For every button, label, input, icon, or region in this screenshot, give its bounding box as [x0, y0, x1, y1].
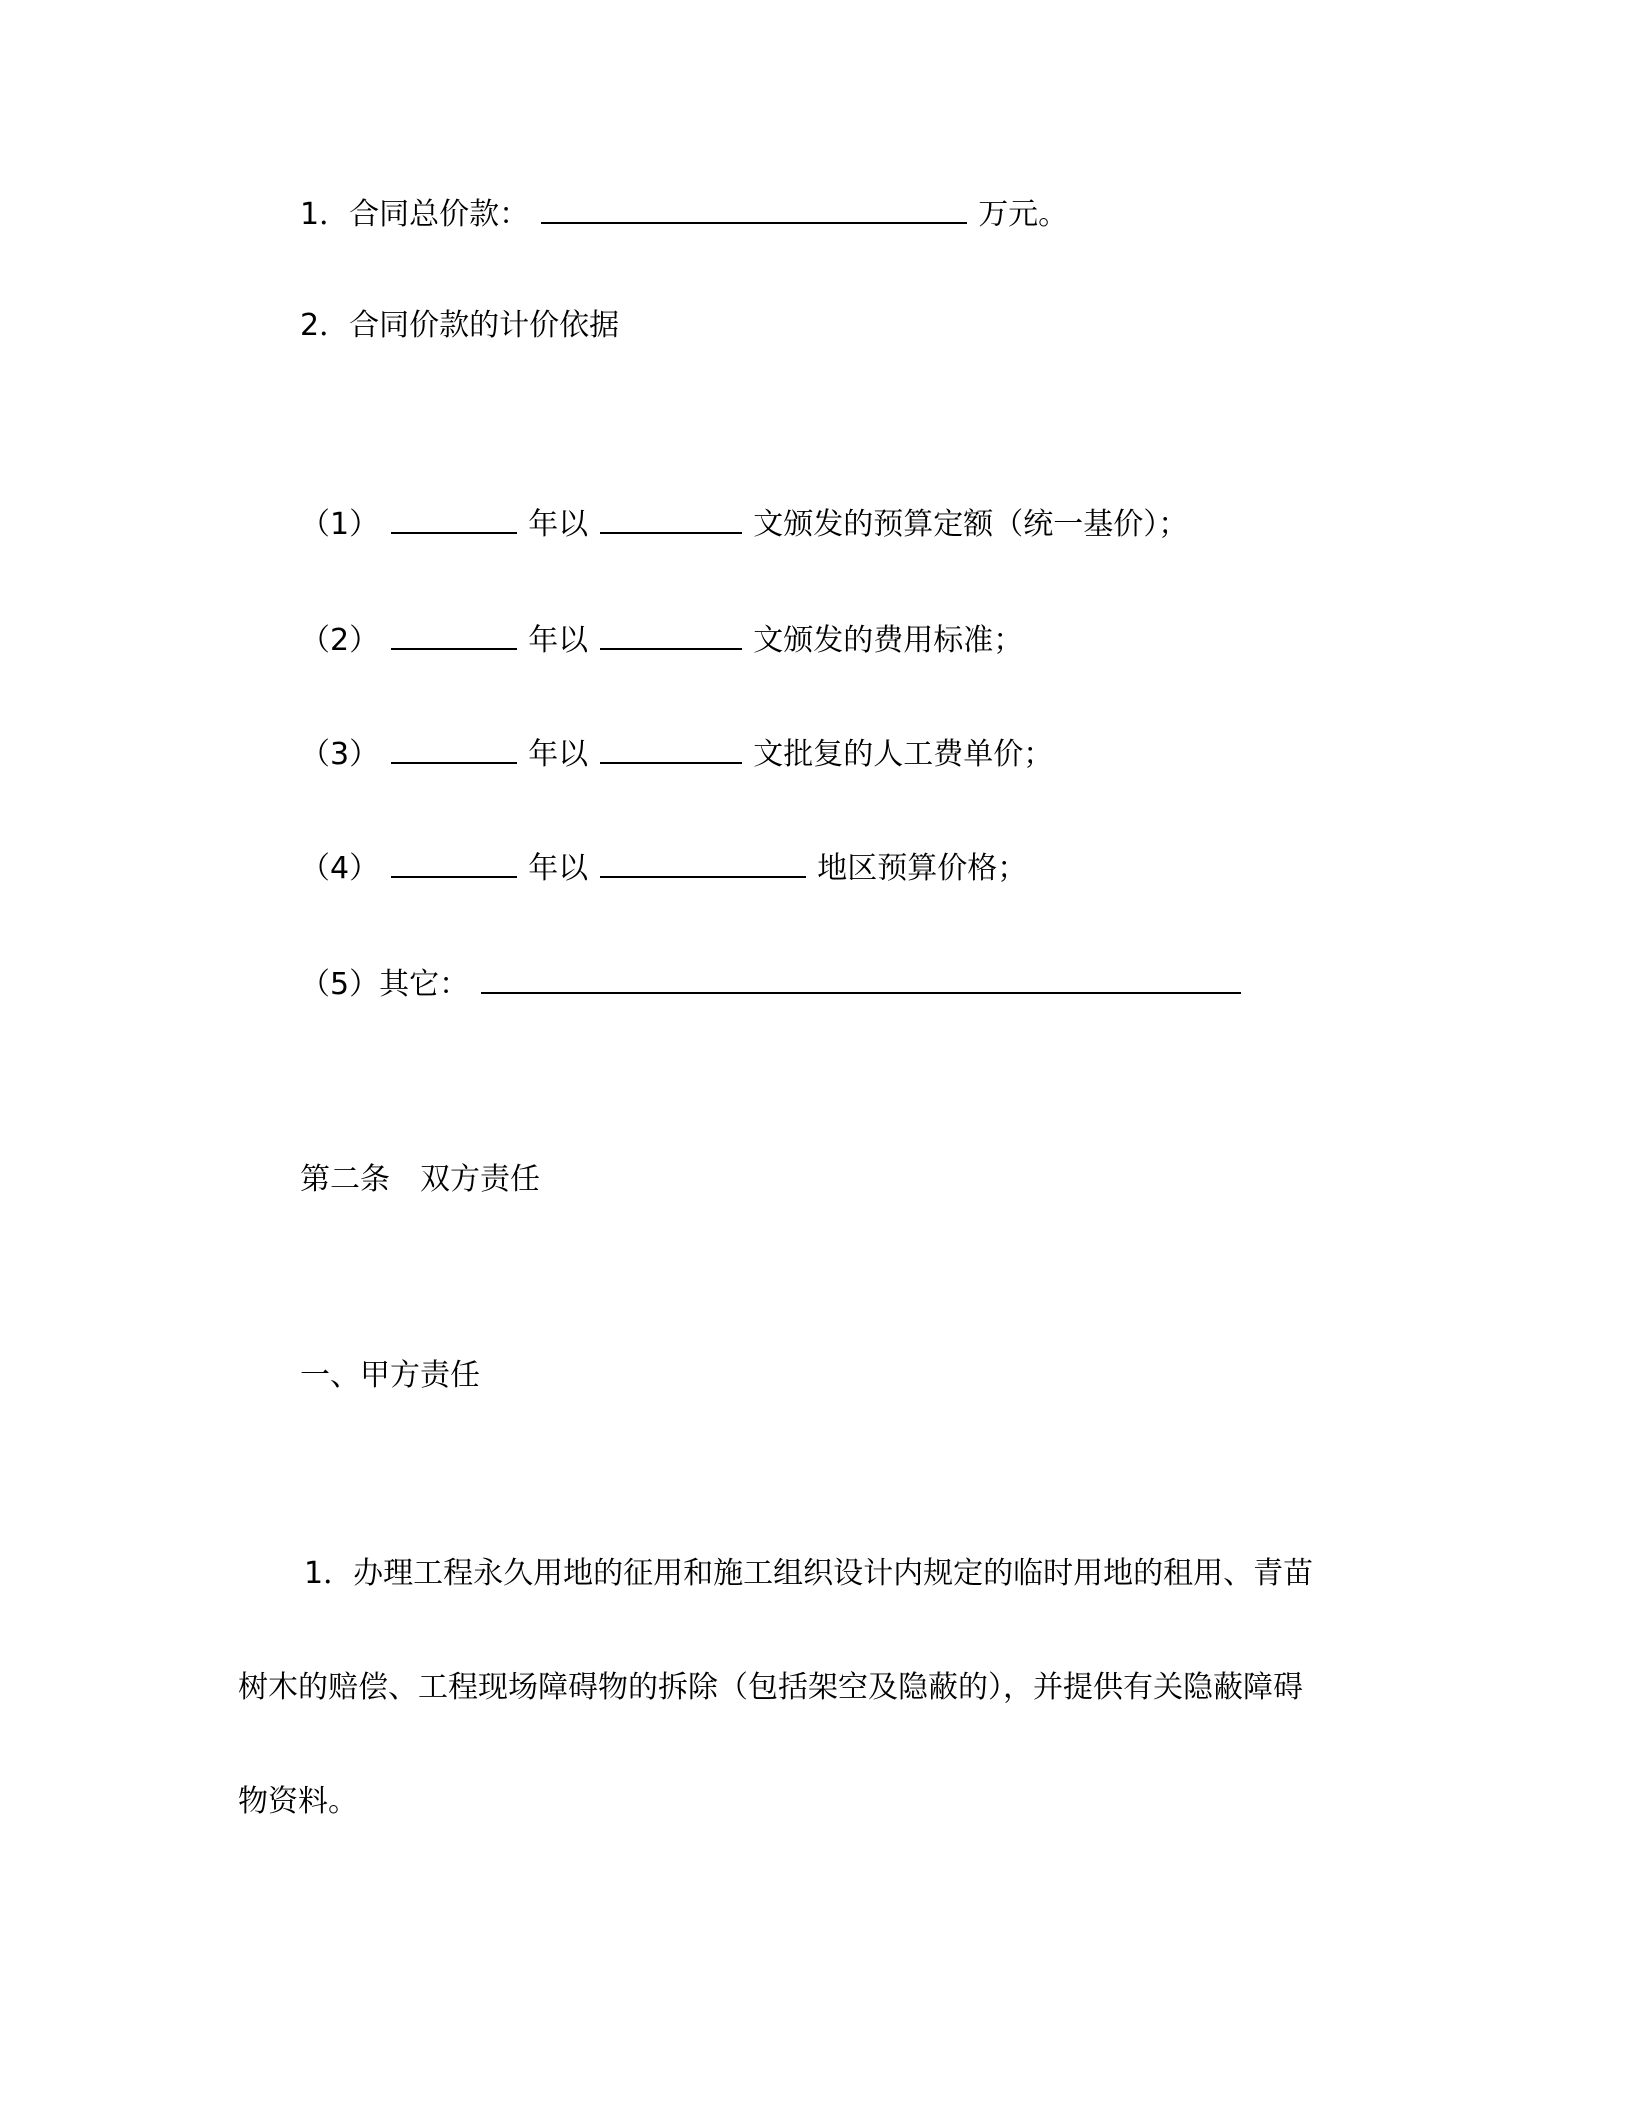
basis-3-mid: 年以: [528, 737, 589, 772]
basis-3-suffix: 文批复的人工费单价；: [753, 737, 1054, 772]
basis-2-suffix: 文颁发的费用标准；: [753, 623, 1024, 658]
basis-5-blank: [481, 962, 1241, 994]
basis-2-prefix: （2）: [300, 623, 380, 658]
basis-2-doc-blank: [600, 618, 742, 650]
basis-5-prefix: （5）其它：: [300, 967, 470, 1002]
basis-4-region-blank: [600, 846, 806, 878]
basis-3-year-blank: [391, 732, 517, 764]
basis-2-line: [300, 618, 1023, 661]
basis-1-line: [300, 502, 1188, 545]
party-a-item-1-line-1: [304, 1554, 1313, 1594]
article-2-title-line: [300, 1160, 540, 1200]
basis-4-suffix: 地区预算价格；: [817, 851, 1028, 886]
basis-1-doc-blank: [600, 502, 742, 534]
basis-4-prefix: （4）: [300, 851, 380, 886]
basis-2-mid: 年以: [528, 623, 589, 658]
basis-1-prefix: （1）: [300, 507, 380, 542]
basis-1-year-blank: [391, 502, 517, 534]
price-basis-line: [300, 306, 619, 346]
basis-1-mid: 年以: [528, 507, 589, 542]
basis-3-prefix: （3）: [300, 737, 380, 772]
basis-4-year-blank: [391, 846, 517, 878]
party-a-item-1-line-2: [238, 1668, 1303, 1708]
party-a-item-1-text-1: 1．办理工程永久用地的征用和施工组织设计内规定的临时用地的租用、青苗: [304, 1556, 1314, 1591]
basis-3-line: [300, 732, 1053, 775]
basis-4-line: [300, 846, 1027, 889]
price-total-blank: [541, 192, 967, 224]
party-a-item-1-text-3: 物资料。: [238, 1784, 358, 1819]
party-a-title: 一、甲方责任: [300, 1358, 480, 1393]
basis-5-line: [300, 962, 1243, 1005]
price-basis-text: 2．合同价款的计价依据: [300, 308, 620, 343]
party-a-title-line: [300, 1356, 480, 1396]
basis-4-mid: 年以: [528, 851, 589, 886]
basis-3-doc-blank: [600, 732, 742, 764]
price-total-line: [300, 192, 1068, 235]
article-2-title: 第二条 双方责任: [300, 1162, 540, 1197]
price-total-unit: 万元。: [978, 197, 1069, 232]
party-a-item-1-line-3: [238, 1782, 358, 1822]
basis-1-suffix: 文颁发的预算定额（统一基价）；: [753, 507, 1189, 542]
basis-2-year-blank: [391, 618, 517, 650]
price-total-label: 1．合同总价款：: [300, 197, 530, 232]
party-a-item-1-text-2: 树木的赔偿、工程现场障碍物的拆除（包括架空及隐蔽的），并提供有关隐蔽障碍: [238, 1670, 1303, 1705]
